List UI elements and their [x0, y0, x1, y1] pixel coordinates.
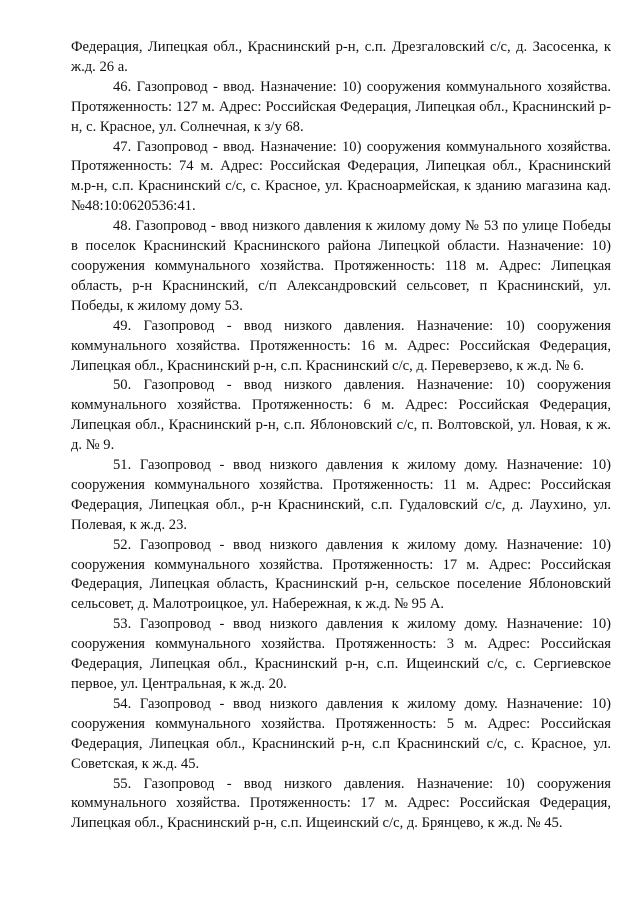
- list-item: 46. Газопровод - ввод. Назначение: 10) сооружения коммунального хозяйства. Протяженность: 127 м. Адрес: Российская Федерация, Липецкая обл., Краснинский р-н, с. Красное, ул. Солнечная, к з/у 68.: [71, 78, 611, 135]
- list-item: 52. Газопровод - ввод низкого давления к жилому дому. Назначение: 10) сооружения коммунального хозяйства. Протяженность: 17 м. Адрес: Российская Федерация, Липецкая область, Краснинский р-н, сельское поселение Яблоновский сельсовет, д. Малотроицкое, ул. Набережная, к ж.д. № 95 А.: [71, 536, 611, 613]
- list-item: 55. Газопровод - ввод низкого давления. Назначение: 10) сооружения коммунального хозяйства. Протяженность: 17 м. Адрес: Российская Федерация, Липецкая обл., Краснинский р-н, с.п. Ищеинский с/с, д. Брянцево, к ж.д. № 45.: [71, 775, 611, 832]
- continuation-paragraph: Федерация, Липецкая обл., Краснинский р-н, с.п. Дрезгаловский с/с, д. Засосенка, к ж.д. 26 а.: [71, 39, 611, 75]
- list-item: 54. Газопровод - ввод низкого давления к жилому дому. Назначение: 10) сооружения коммунального хозяйства. Протяженность: 5 м. Адрес: Российская Федерация, Липецкая обл., Краснинский р-н, с.п Краснинский с/с, с. Красное, ул. Советская, к ж.д. 45.: [71, 695, 611, 772]
- list-item: 47. Газопровод - ввод. Назначение: 10) сооружения коммунального хозяйства. Протяженность: 74 м. Адрес: Российская Федерация, Липецкая обл., Краснинский м.р-н, с.п. Краснинский с/с, с. Красное, ул. Красноармейская, к зданию магазина кад. №48:10:0620536:41.: [71, 138, 611, 215]
- document-page: [71, 38, 611, 834]
- list-item: 51. Газопровод - ввод низкого давления к жилому дому. Назначение: 10) сооружения коммунального хозяйства. Протяженность: 11 м. Адрес: Российская Федерация, Липецкая обл., р-н Краснинский, с.п. Гудаловский с/с, д. Лаухино, ул. Полевая, к ж.д. 23.: [71, 457, 611, 533]
- list-item: 53. Газопровод - ввод низкого давления к жилому дому. Назначение: 10) сооружения коммунального хозяйства. Протяженность: 3 м. Адрес: Российская Федерация, Липецкая обл., Краснинский р-н, с.п. Ищеинский с/с, с. Сергиевское первое, ул. Центральная, к ж.д. 20.: [71, 616, 611, 692]
- list-item: 49. Газопровод - ввод низкого давления. Назначение: 10) сооружения коммунального хозяйства. Протяженность: 16 м. Адрес: Российская Федерация, Липецкая обл., Краснинский р-н, с.п. Краснинский с/с, д. Переверзево, к ж.д. № 6.: [71, 317, 611, 374]
- list-item: 48. Газопровод - ввод низкого давления к жилому дому № 53 по улице Победы в поселок Краснинский Краснинского района Липецкой области. Назначение: 10) сооружения коммунального хозяйства. Протяженность: 118 м. Адрес: Липецкая область, р-н Краснинский, с/п Александровский сельсовет, п Краснинский, ул. Победы, к жилому дому 53.: [71, 218, 611, 314]
- list-item: 50. Газопровод - ввод низкого давления. Назначение: 10) сооружения коммунального хозяйства. Протяженность: 6 м. Адрес: Российская Федерация, Липецкая обл., Краснинский р-н, с.п. Яблоновский с/с, п. Волтовской, ул. Новая, к ж. д. № 9.: [71, 377, 611, 454]
